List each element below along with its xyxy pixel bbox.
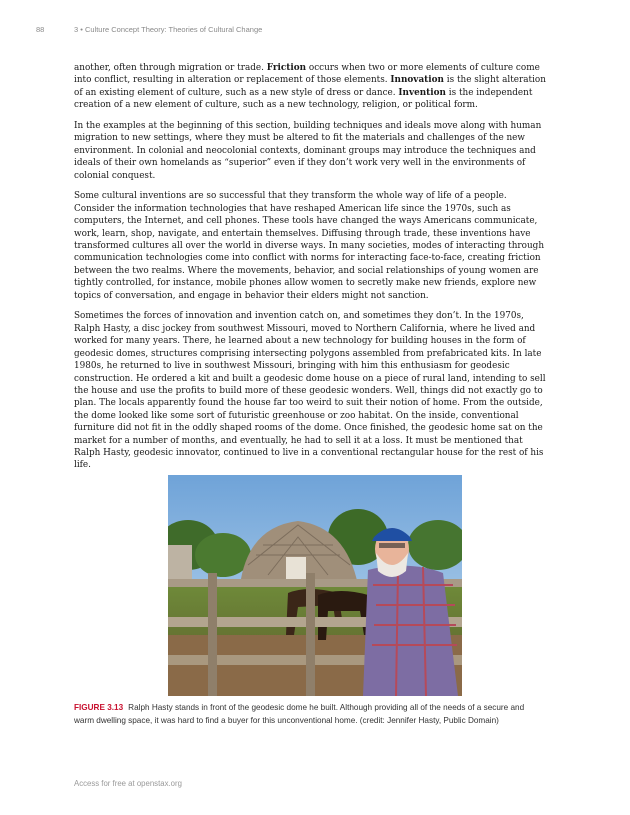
figure-caption (74, 702, 546, 727)
paragraph: Some cultural inventions are so successful that they transform the whole way of life of a people. Consider the information technologies that have reshaped American life since the 1970s, such as computers, the Internet, and cell phones. These tools have changed the ways Americans communicate, work, learn, shop, navigate, and entertain themselves. Diffusing through trade, these inventions have transformed cultures all over the world in diverse ways. In many societies, modes of interacting through communication technologies come into conflict with norms for interacting face-to-face, creating friction between the two realms. Where the movements, behavior, and social relationships of young women are tightly controlled, for instance, mobile phones allow women to secretly make new friends, explore new topics of conversation, and engage in behavior their elders might not sanction. (74, 191, 545, 301)
geodesic-dome-photo (168, 475, 462, 696)
text-run: another, often through migration or trade. (74, 63, 267, 73)
term-invention: Invention (398, 87, 446, 98)
man-glasses (379, 543, 405, 548)
page-number: 88 (36, 25, 45, 34)
figure-photo (168, 475, 462, 696)
term-innovation: Innovation (390, 75, 444, 86)
fence-post (306, 573, 315, 696)
figure-label: FIGURE 3.13 (74, 703, 124, 712)
text-run: occurs when two or more elements of culture come into conflict, resulting in alteration or replacement of those elements. (74, 63, 540, 86)
dome-window (286, 557, 306, 579)
shed (168, 545, 192, 581)
fence-post (208, 573, 217, 696)
tree (195, 533, 251, 577)
paragraph: In the examples at the beginning of this section, building techniques and ideals move along with human migration to new settings, where they must be altered to fit the materials and challenges of the new environment. In colonial and neocolonial contexts, dominant groups may introduce the techniques and ideals of their own homelands as “superior” even if they don’t work very well in the environments of colonial conquest. (74, 121, 542, 181)
body-text (74, 62, 548, 480)
caption-text: Ralph Hasty stands in front of the geodesic dome he built. Although providing all of the needs of a secure and warm dwelling space, it was hard to find a buyer for this unconventional home. (credit: Jennifer Hasty, Public Domain) (74, 703, 525, 725)
page-footer: Access for free at openstax.org (74, 779, 182, 788)
term-friction: Friction (266, 63, 307, 73)
paragraph (74, 62, 548, 112)
text-run: is the independent creation of a new element of culture, such as a new technology, religion, or political form. (74, 87, 533, 111)
text-run: is the slight alteration of an existing element of culture, such as a new style of dress or dance. (74, 75, 546, 98)
paragraph: Sometimes the forces of innovation and invention catch on, and sometimes they don’t. In the 1970s, Ralph Hasty, a disc jockey from southwest Missouri, moved to Northern California, where he lived and worked for many years. There, he learned about a new technology for building houses in the form of geodesic domes, structures comprising intersecting polygons assembled from prefabricated kits. In late 1980s, he returned to live in southwest Missouri, bringing with him this enthusiasm for geodesic construction. He ordered a kit and built a geodesic dome house on a piece of rural land, intending to sell the house and use the profits to build more of these geodesic wonders. Well, things did not exactly go to plan. The locals apparently found the house far too weird to suit their notion of home. From the outside, the dome looked like some sort of futuristic greenhouse or zoo habitat. On the inside, conventional furniture did not fit in the oddly shaped rooms of the dome. Once finished, the geodesic home sat on the market for a number of months, and eventually, he had to sell it at a loss. It must be mentioned that Ralph Hasty, geodesic innovator, continued to live in a conventional rectangular house for the rest of his life. (74, 311, 546, 471)
chapter-title: 3 • Culture Concept Theory: Theories of Cultural Change (74, 25, 263, 34)
